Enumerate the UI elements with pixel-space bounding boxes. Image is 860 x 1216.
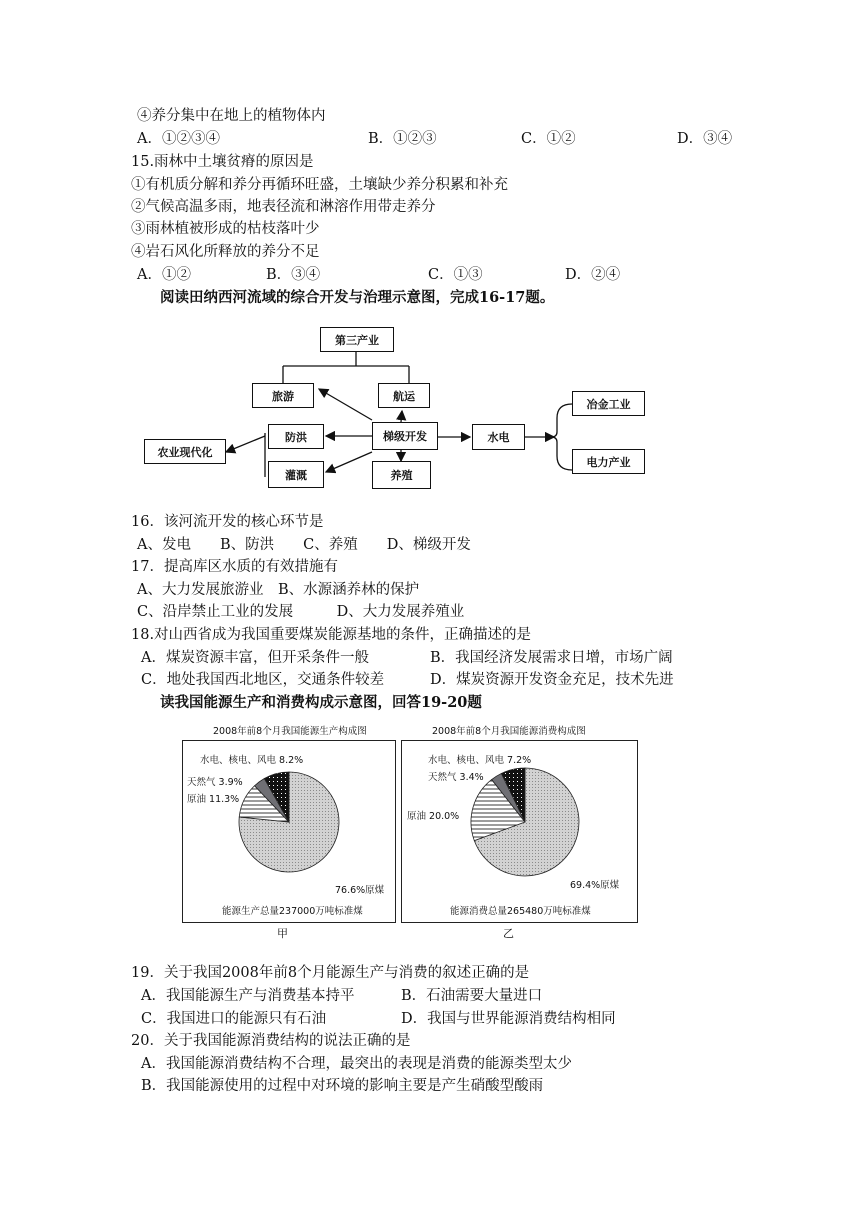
cons-label-oil: 原油 20.0% [407, 811, 460, 822]
cons-label-coal: 69.4%原煤 [570, 880, 620, 891]
q15-choice-a: A．①② [137, 267, 191, 283]
q14-choice-a: A．①②③④ [137, 131, 220, 147]
q18-choice-d: D．煤炭资源开发资金充足，技术先进 [430, 672, 674, 688]
chart-title-consumption: 2008年前8个月我国能源消费构成图 [432, 726, 586, 737]
q15-choice-c: C．①③ [428, 267, 483, 283]
cons-label-hydro: 水电、核电、风电 7.2% [428, 755, 532, 766]
cascade-development-box: 梯级开发 [372, 422, 438, 450]
q15-choice-d: D．②④ [565, 267, 621, 283]
q14-option-4: ④养分集中在地上的植物体内 [137, 108, 326, 124]
q15-stem: 15.雨林中土壤贫瘠的原因是 [131, 154, 314, 170]
agri-modernization-box: 农业现代化 [144, 439, 226, 464]
q15-item-3: ③雨林植被形成的枯枝落叶少 [131, 221, 320, 237]
q16-stem: 16．该河流开发的核心环节是 [131, 514, 324, 530]
chart-title-production: 2008年前8个月我国能源生产构成图 [213, 726, 367, 737]
intro-19-20: 读我国能源生产和消费构成示意图，回答19-20题 [160, 694, 482, 711]
q20-choice-b: B．我国能源使用的过程中对环境的影响主要是产生硝酸型酸雨 [141, 1078, 544, 1094]
aquaculture-box: 养殖 [372, 461, 431, 489]
q15-item-4: ④岩石风化所释放的养分不足 [131, 244, 320, 260]
q17-options-2: C、沿岸禁止工业的发展 D、大力发展养殖业 [137, 604, 465, 620]
irrigation-box: 灌溉 [268, 461, 324, 488]
power-industry-box: 电力产业 [572, 449, 645, 474]
q18-choice-b: B．我国经济发展需求日增，市场广阔 [430, 650, 673, 666]
q18-choice-c: C．地处我国西北地区，交通条件较差 [141, 672, 385, 688]
q17-stem: 17．提高库区水质的有效措施有 [131, 559, 338, 575]
q20-stem: 20．关于我国能源消费结构的说法正确的是 [131, 1033, 411, 1049]
tourism-box: 旅游 [252, 383, 314, 408]
shipping-box: 航运 [378, 383, 430, 408]
q19-choice-d: D．我国与世界能源消费结构相同 [401, 1011, 616, 1027]
q19-stem: 19．关于我国2008年前8个月能源生产与消费的叙述正确的是 [131, 965, 530, 981]
flood-control-box: 防洪 [268, 424, 324, 449]
q14-choice-c: C．①② [521, 131, 576, 147]
q14-choice-b: B．①②③ [368, 131, 437, 147]
q18-stem: 18.对山西省成为我国重要煤炭能源基地的条件，正确描述的是 [131, 627, 532, 643]
cons-label-gas: 天然气 3.4% [428, 772, 484, 783]
prod-total: 能源生产总量237000万吨标准煤 [222, 906, 363, 917]
prod-chart-label: 甲 [277, 927, 288, 940]
q20-choice-a: A．我国能源消费结构不合理，最突出的表现是消费的能源类型太少 [141, 1056, 572, 1072]
prod-label-gas: 天然气 3.9% [187, 777, 243, 788]
q19-choice-b: B．石油需要大量进口 [401, 988, 543, 1004]
q18-choice-a: A．煤炭资源丰富，但开采条件一般 [141, 650, 369, 666]
prod-label-coal: 76.6%原煤 [335, 885, 385, 896]
tertiary-industry-box: 第三产业 [320, 327, 394, 352]
cons-chart-label: 乙 [503, 927, 514, 940]
q14-choice-d: D．③④ [677, 131, 733, 147]
prod-label-hydro: 水电、核电、风电 8.2% [200, 755, 304, 766]
cons-total: 能源消费总量265480万吨标准煤 [450, 906, 591, 917]
q15-item-1: ①有机质分解和养分再循环旺盛，土壤缺少养分积累和补充 [131, 177, 508, 193]
q19-choice-a: A．我国能源生产与消费基本持平 [141, 988, 355, 1004]
prod-label-oil: 原油 11.3% [187, 794, 240, 805]
q15-choice-b: B．③④ [266, 267, 321, 283]
q17-options-1: A、大力发展旅游业 B、水源涵养林的保护 [137, 582, 420, 598]
hydropower-box: 水电 [472, 424, 525, 450]
q15-item-2: ②气候高温多雨，地表径流和淋溶作用带走养分 [131, 199, 436, 215]
q16-options: A、发电 B、防洪 C、养殖 D、梯级开发 [137, 537, 471, 553]
q19-choice-c: C．我国进口的能源只有石油 [141, 1011, 327, 1027]
metallurgy-box: 冶金工业 [572, 391, 645, 416]
intro-16-17: 阅读田纳西河流域的综合开发与治理示意图，完成16-17题。 [160, 289, 555, 306]
